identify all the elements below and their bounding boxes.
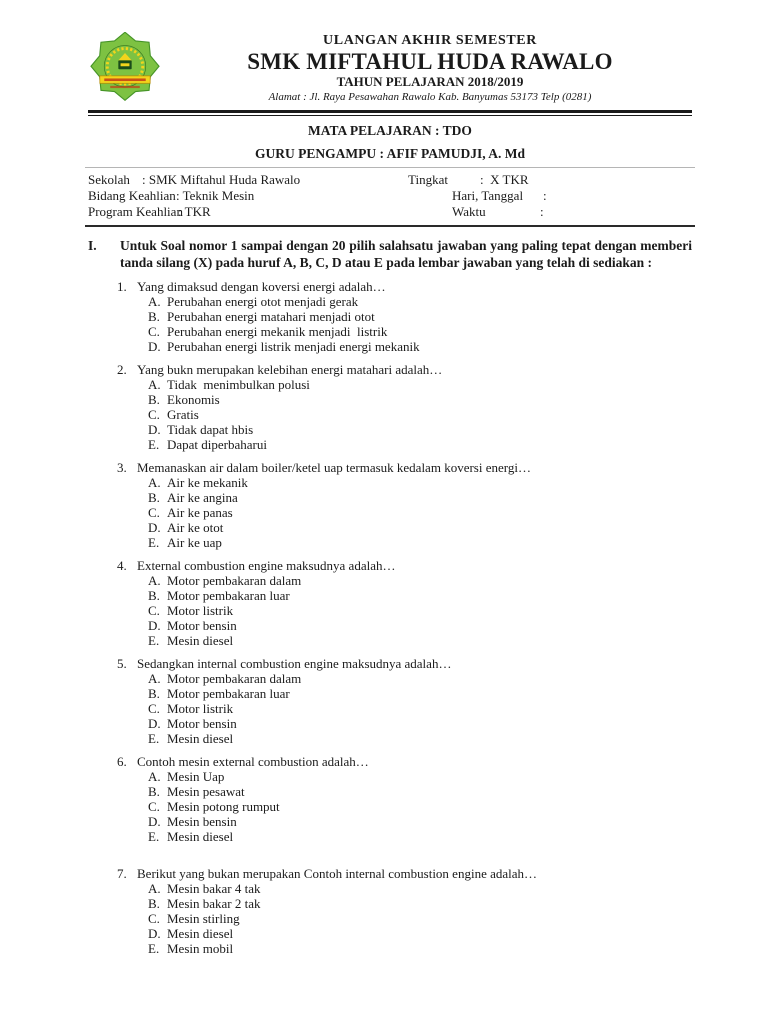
section-1-instruction xyxy=(88,237,692,271)
question-text: Yang dimaksud dengan koversi energi adalah… xyxy=(137,279,386,294)
option-letter: A. xyxy=(148,769,161,784)
question-text: Yang bukn merupakan kelebihan energi matahari adalah… xyxy=(137,362,443,377)
option-text: Air ke otot xyxy=(167,520,224,535)
option-letter: D. xyxy=(148,926,161,941)
option-text: Mesin potong rumput xyxy=(167,799,280,814)
option-row xyxy=(148,520,692,535)
options-group xyxy=(88,769,692,844)
options-group xyxy=(88,573,692,648)
option-row xyxy=(148,324,692,339)
school-address: Alamat : Jl. Raya Pesawahan Rawalo Kab. Banyumas 53173 Telp (0281) xyxy=(268,91,592,103)
option-text: Motor listrik xyxy=(167,603,234,618)
info-label-hari: Hari, Tanggal xyxy=(452,188,524,203)
option-letter: A. xyxy=(148,294,161,309)
question-5 xyxy=(88,656,692,746)
option-letter: B. xyxy=(148,896,160,911)
option-letter: A. xyxy=(148,671,161,686)
option-text: Mesin diesel xyxy=(167,633,234,648)
option-row xyxy=(148,941,692,956)
document-header xyxy=(0,0,768,107)
question-2 xyxy=(88,362,692,452)
section-instruction-text: Untuk Soal nomor 1 sampai dengan 20 pilih salahsatu jawaban yang paling tepat dengan memberi tanda silang (X) pada huruf A, B, C, D atau E pada lembar jawaban yang telah di sediakan : xyxy=(120,238,692,270)
option-letter: B. xyxy=(148,686,160,701)
question-text: Sedangkan internal combustion engine maksudnya adalah… xyxy=(137,656,452,671)
logo-banner-text-mark xyxy=(104,78,145,81)
option-row xyxy=(148,603,692,618)
option-letter: D. xyxy=(148,814,161,829)
question-7 xyxy=(88,866,692,956)
question-1 xyxy=(88,279,692,354)
subject-line: MATA PELAJARAN : TDO xyxy=(308,123,472,138)
option-row xyxy=(148,588,692,603)
option-letter: E. xyxy=(148,633,160,648)
option-text: Mesin Uap xyxy=(167,769,225,784)
options-group xyxy=(88,475,692,550)
option-text: Mesin mobil xyxy=(167,941,234,956)
option-row xyxy=(148,731,692,746)
info-value-hari: : xyxy=(543,188,547,203)
question-line xyxy=(88,460,692,475)
option-letter: B. xyxy=(148,490,160,505)
question-line xyxy=(88,558,692,573)
option-letter: C. xyxy=(148,701,160,716)
option-row xyxy=(148,881,692,896)
option-letter: C. xyxy=(148,407,160,422)
option-text: Mesin diesel xyxy=(167,926,234,941)
option-text: Motor bensin xyxy=(167,618,237,633)
option-letter: E. xyxy=(148,941,160,956)
question-number: 2. xyxy=(117,362,127,377)
info-label-tingkat: Tingkat xyxy=(408,172,448,187)
option-row xyxy=(148,490,692,505)
option-row xyxy=(148,339,692,354)
option-row xyxy=(148,911,692,926)
option-text: Mesin bensin xyxy=(167,814,237,829)
info-value-waktu: : xyxy=(540,204,544,219)
option-text: Motor listrik xyxy=(167,701,234,716)
question-line xyxy=(88,754,692,769)
option-text: Motor pembakaran luar xyxy=(167,686,290,701)
option-row xyxy=(148,407,692,422)
option-letter: D. xyxy=(148,339,161,354)
option-letter: E. xyxy=(148,535,160,550)
option-row xyxy=(148,377,692,392)
school-logo-icon xyxy=(88,32,162,102)
option-row xyxy=(148,505,692,520)
option-text: Motor pembakaran dalam xyxy=(167,573,302,588)
option-row xyxy=(148,392,692,407)
option-letter: C. xyxy=(148,799,160,814)
info-label-sekolah: Sekolah xyxy=(88,172,130,187)
option-letter: A. xyxy=(148,573,161,588)
option-text: Motor pembakaran dalam xyxy=(167,671,302,686)
question-number: 5. xyxy=(117,656,127,671)
option-letter: D. xyxy=(148,520,161,535)
question-text: Contoh mesin external combustion adalah… xyxy=(137,754,369,769)
option-text: Air ke panas xyxy=(167,505,233,520)
info-value-bidang: : Teknik Mesin xyxy=(176,188,255,203)
option-row xyxy=(148,309,692,324)
option-text: Motor pembakaran luar xyxy=(167,588,290,603)
option-letter: A. xyxy=(148,475,161,490)
option-row xyxy=(148,799,692,814)
option-row xyxy=(148,686,692,701)
option-row xyxy=(148,618,692,633)
option-letter: B. xyxy=(148,309,160,324)
school-year: TAHUN PELAJARAN 2018/2019 xyxy=(336,74,524,89)
option-row xyxy=(148,716,692,731)
option-letter: A. xyxy=(148,377,161,392)
option-row xyxy=(148,437,692,452)
option-letter: E. xyxy=(148,829,160,844)
question-number: 1. xyxy=(117,279,127,294)
option-letter: E. xyxy=(148,731,160,746)
option-letter: D. xyxy=(148,618,161,633)
option-letter: C. xyxy=(148,603,160,618)
info-value-program: : TKR xyxy=(178,204,211,219)
option-letter: B. xyxy=(148,784,160,799)
header-divider xyxy=(88,110,692,116)
option-text: Gratis xyxy=(167,407,199,422)
option-letter: A. xyxy=(148,881,161,896)
exam-info-table xyxy=(85,167,695,227)
options-group xyxy=(88,377,692,452)
option-row xyxy=(148,784,692,799)
options-group xyxy=(88,294,692,354)
option-letter: B. xyxy=(148,392,160,407)
question-4 xyxy=(88,558,692,648)
question-text: Berikut yang bukan merupakan Contoh internal combustion engine adalah… xyxy=(137,866,538,881)
option-text: Tidak dapat hbis xyxy=(167,422,254,437)
option-text: Perubahan energi matahari menjadi otot xyxy=(167,309,375,324)
info-label-waktu: Waktu xyxy=(452,204,486,219)
option-text: Air ke uap xyxy=(167,535,222,550)
option-row xyxy=(148,573,692,588)
option-row xyxy=(148,829,692,844)
question-line xyxy=(88,656,692,671)
question-list xyxy=(88,279,692,956)
option-text: Dapat diperbaharui xyxy=(167,437,267,452)
option-text: Mesin diesel xyxy=(167,829,234,844)
question-3 xyxy=(88,460,692,550)
option-row xyxy=(148,701,692,716)
question-line xyxy=(88,866,692,881)
option-text: Air ke mekanik xyxy=(167,475,248,490)
info-label-bidang: Bidang Keahlian xyxy=(88,188,176,203)
option-text: Perubahan energi mekanik menjadi listrik xyxy=(167,324,388,339)
option-text: Perubahan energi otot menjadi gerak xyxy=(167,294,359,309)
options-group xyxy=(88,881,692,956)
school-name: SMK MIFTAHUL HUDA RAWALO xyxy=(247,49,613,74)
option-row xyxy=(148,294,692,309)
teacher-line: GURU PENGAMPU : AFIF PAMUDJI, A. Md xyxy=(255,146,525,161)
question-number: 4. xyxy=(117,558,127,573)
question-line xyxy=(88,362,692,377)
option-text: Air ke angina xyxy=(167,490,238,505)
option-row xyxy=(148,671,692,686)
option-row xyxy=(148,422,692,437)
header-text-block xyxy=(168,32,692,107)
question-number: 3. xyxy=(117,460,127,475)
option-letter: D. xyxy=(148,422,161,437)
section-numeral: I. xyxy=(88,238,97,253)
option-text: Mesin pesawat xyxy=(167,784,245,799)
option-letter: C. xyxy=(148,324,160,339)
question-line xyxy=(88,279,692,294)
option-letter: C. xyxy=(148,911,160,926)
option-text: Tidak menimbulkan polusi xyxy=(167,377,310,392)
option-letter: B. xyxy=(148,588,160,603)
option-letter: E. xyxy=(148,437,160,452)
option-row xyxy=(148,475,692,490)
option-row xyxy=(148,896,692,911)
option-text: Ekonomis xyxy=(167,392,220,407)
option-row xyxy=(148,926,692,941)
info-label-program: Program Keahlian xyxy=(88,204,183,219)
question-text: Memanaskan air dalam boiler/ketel uap termasuk kedalam koversi energi… xyxy=(137,460,531,475)
exam-title: ULANGAN AKHIR SEMESTER xyxy=(323,33,537,48)
option-letter: C. xyxy=(148,505,160,520)
option-text: Motor bensin xyxy=(167,716,237,731)
logo-bottom-text-mark xyxy=(110,86,140,88)
options-group xyxy=(88,671,692,746)
option-row xyxy=(148,535,692,550)
option-text: Mesin bakar 2 tak xyxy=(167,896,261,911)
option-text: Perubahan energi listrik menjadi energi mekanik xyxy=(167,339,420,354)
info-row-bidang xyxy=(85,188,695,204)
option-letter: D. xyxy=(148,716,161,731)
info-value-tingkat: : X TKR xyxy=(480,172,529,187)
option-text: Mesin bakar 4 tak xyxy=(167,881,261,896)
option-text: Mesin stirling xyxy=(167,911,240,926)
info-row-sekolah xyxy=(85,172,695,188)
info-row-program xyxy=(85,204,695,220)
logo-center-text-mark xyxy=(121,63,130,66)
option-text: Mesin diesel xyxy=(167,731,234,746)
question-number: 7. xyxy=(117,866,127,881)
logo-container xyxy=(88,32,168,107)
option-row xyxy=(148,633,692,648)
question-text: External combustion engine maksudnya adalah… xyxy=(137,558,396,573)
info-value-sekolah: : SMK Miftahul Huda Rawalo xyxy=(142,172,301,187)
question-6 xyxy=(88,754,692,844)
option-row xyxy=(148,769,692,784)
option-row xyxy=(148,814,692,829)
question-number: 6. xyxy=(117,754,127,769)
